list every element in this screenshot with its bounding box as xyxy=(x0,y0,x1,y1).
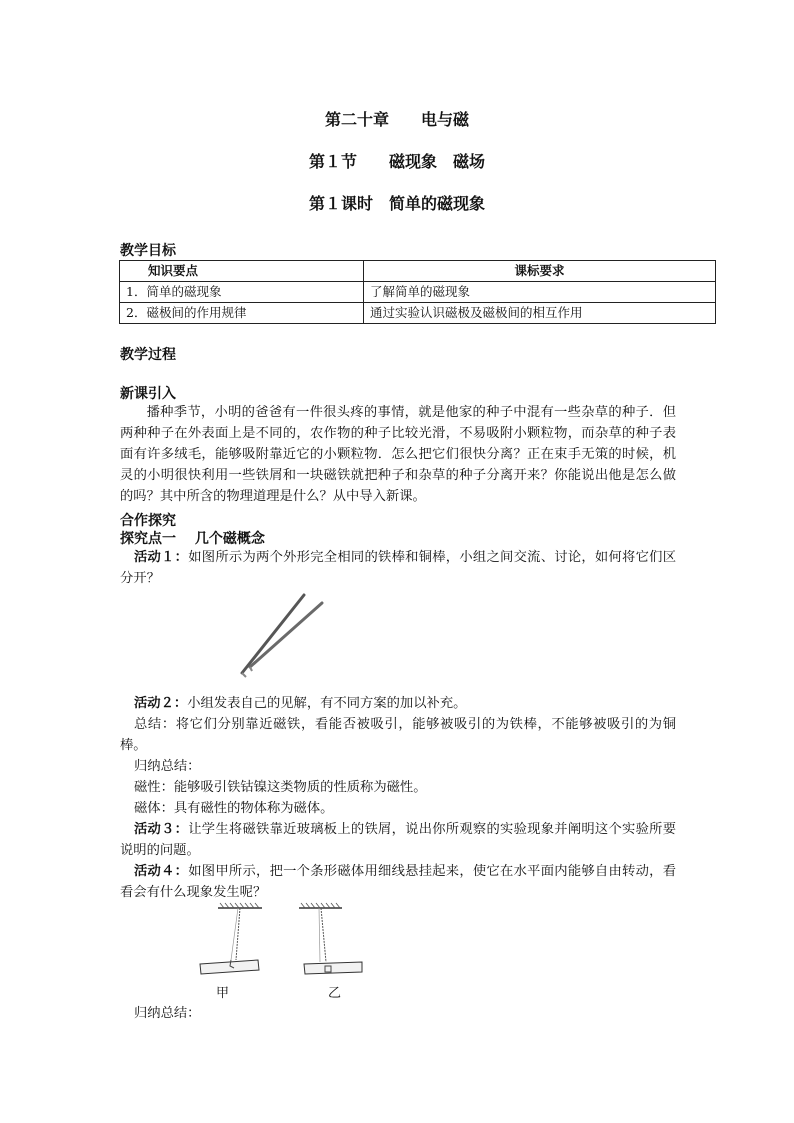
goals-table xyxy=(119,260,716,324)
table-header-cell: 课标要求 xyxy=(364,261,716,282)
summary-text: 总结：将它们分别靠近磁铁，看能否被吸引，能够被吸引的为铁棒，不能够被吸引的为铜棒。 xyxy=(120,717,676,753)
magnetism-definition: 磁性：能够吸引铁钴镍这类物质的性质称为磁性。 xyxy=(134,780,427,795)
activity-1 xyxy=(120,547,676,589)
table-header-cell: 知识要点 xyxy=(120,261,364,282)
process-heading: 教学过程 xyxy=(120,347,176,363)
activity-text: 如图甲所示，把一个条形磁体用细线悬挂起来，使它在水平面内能够自由转动，看看会有什么现象发生呢？ xyxy=(120,864,677,900)
intro-heading: 新课引入 xyxy=(120,386,176,402)
activity-text: 如图所示为两个外形完全相同的铁棒和铜棒，小组之间交流、讨论，如何将它们区分开？ xyxy=(120,550,677,586)
section-title: 第１节 磁现象 磁场 xyxy=(308,152,485,171)
suspended-magnets-figure xyxy=(196,902,371,1002)
activity-4 xyxy=(120,861,676,903)
table-header-row xyxy=(120,261,716,282)
activity-text: 让学生将磁铁靠近玻璃板上的铁屑，说出你所观察的实验现象并阐明这个实验所要说明的问题。 xyxy=(120,822,677,858)
magnet-b-diagram xyxy=(299,903,362,974)
activity-2 xyxy=(134,693,694,714)
table-row xyxy=(120,303,716,324)
activity-3 xyxy=(120,819,676,861)
table-cell: 通过实验认识磁极及磁极间的相互作用 xyxy=(364,303,716,324)
induce-label-2: 归纳总结： xyxy=(134,1006,201,1021)
goals-heading: 教学目标 xyxy=(120,243,176,259)
chapter-title: 第二十章 电与磁 xyxy=(324,110,469,129)
table-cell: 2．磁极间的作用规律 xyxy=(120,303,364,324)
activity-label: 活动２： xyxy=(134,696,188,711)
figure-label-a: 甲 xyxy=(216,986,230,1001)
activity-text: 小组发表自己的见解，有不同方案的加以补充。 xyxy=(187,696,467,711)
activity-label: 活动３： xyxy=(134,822,189,837)
activity-label: 活动１： xyxy=(134,550,189,565)
intro-paragraph: 播种季节，小明的爸爸有一件很头疼的事情，就是他家的种子中混有一些杂草的种子．但两种种子在外表面上是不同的，农作物的种子比较光滑，不易吸附小颗粒物，而杂草的种子表面有许多绒毛，能够吸附靠近它的小颗粒物．怎么把它们很快分离？正在束手无策的时候，机灵的小明很快利用一些铁屑和一块磁铁就把种子和杂草的种子分离开来？你能说出他是怎么做的吗？其中所含的物理道理是什么？从中导入新课。 xyxy=(120,405,676,504)
figure-label-b: 乙 xyxy=(328,986,342,1001)
rods-figure xyxy=(232,591,332,687)
rods-illustration xyxy=(232,591,332,687)
table-cell: 1．简单的磁现象 xyxy=(120,282,364,303)
magnet-definition: 磁体：具有磁性的物体称为磁体。 xyxy=(134,801,334,816)
activity-label: 活动４： xyxy=(134,864,189,879)
lesson-title: 第１课时 简单的磁现象 xyxy=(308,194,485,213)
induce-label: 归纳总结： xyxy=(134,759,201,774)
explore-heading: 合作探究 xyxy=(120,513,176,529)
table-row xyxy=(120,282,716,303)
magnet-a-diagram xyxy=(200,903,262,974)
table-cell: 了解简单的磁现象 xyxy=(364,282,716,303)
explore-point-heading: 探究点一 几个磁概念 xyxy=(120,531,265,547)
